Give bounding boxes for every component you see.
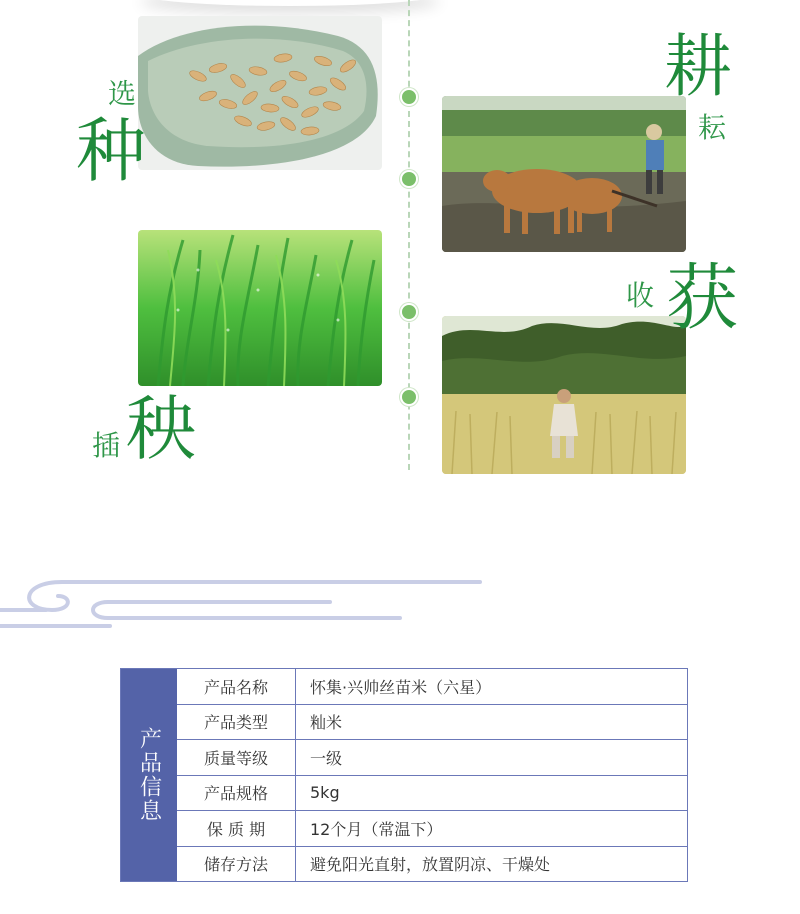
timeline-dot [400,88,418,106]
row-label: 产品类型 [177,705,296,740]
row-label: 储存方法 [177,847,296,882]
ploughing-photo [442,96,686,252]
row-value: 避免阳光直射，放置阴凉、干燥处 [310,855,551,875]
photo-pointer [433,166,442,184]
row-label: 产品名称 [177,669,296,704]
table-row [177,811,687,847]
row-label: 保 质 期 [177,811,296,846]
table-row [177,776,687,812]
product-info-header [121,669,177,881]
photo-pointer [433,388,442,406]
table-row [177,847,687,882]
top-shadow [140,0,440,6]
wave-decoration [0,574,500,634]
table-row [177,669,687,705]
row-value: 一级 [310,748,343,768]
timeline-dot [400,388,418,406]
seed-selection-photo [138,16,382,170]
info-rows [177,669,687,881]
step-big-char: 种 [76,110,146,192]
step-big-char: 秧 [126,388,196,470]
row-label: 质量等级 [177,740,296,775]
timeline-dot [400,170,418,188]
step-big-char: 耕 [664,28,733,107]
step-small-char: 插 [92,429,121,462]
photo-pointer [382,300,391,318]
table-row [177,705,687,741]
product-info-title: 产品信息 [136,727,162,823]
seedlings-photo [138,230,382,386]
step-small-char: 耘 [698,111,727,144]
photo-pointer [382,84,391,102]
row-value: 12个月（常温下） [310,819,443,839]
step-small-char: 选 [108,77,137,110]
step-small-char: 收 [626,279,655,312]
row-label: 产品规格 [177,776,296,811]
table-row [177,740,687,776]
row-value: 怀集·兴帅丝苗米（六星） [310,677,492,697]
row-value: 籼米 [310,713,343,733]
timeline-dot [400,303,418,321]
harvest-photo [442,316,686,474]
step-big-char: 获 [666,256,739,340]
row-value: 5kg [310,783,340,803]
product-info-table [120,668,688,882]
